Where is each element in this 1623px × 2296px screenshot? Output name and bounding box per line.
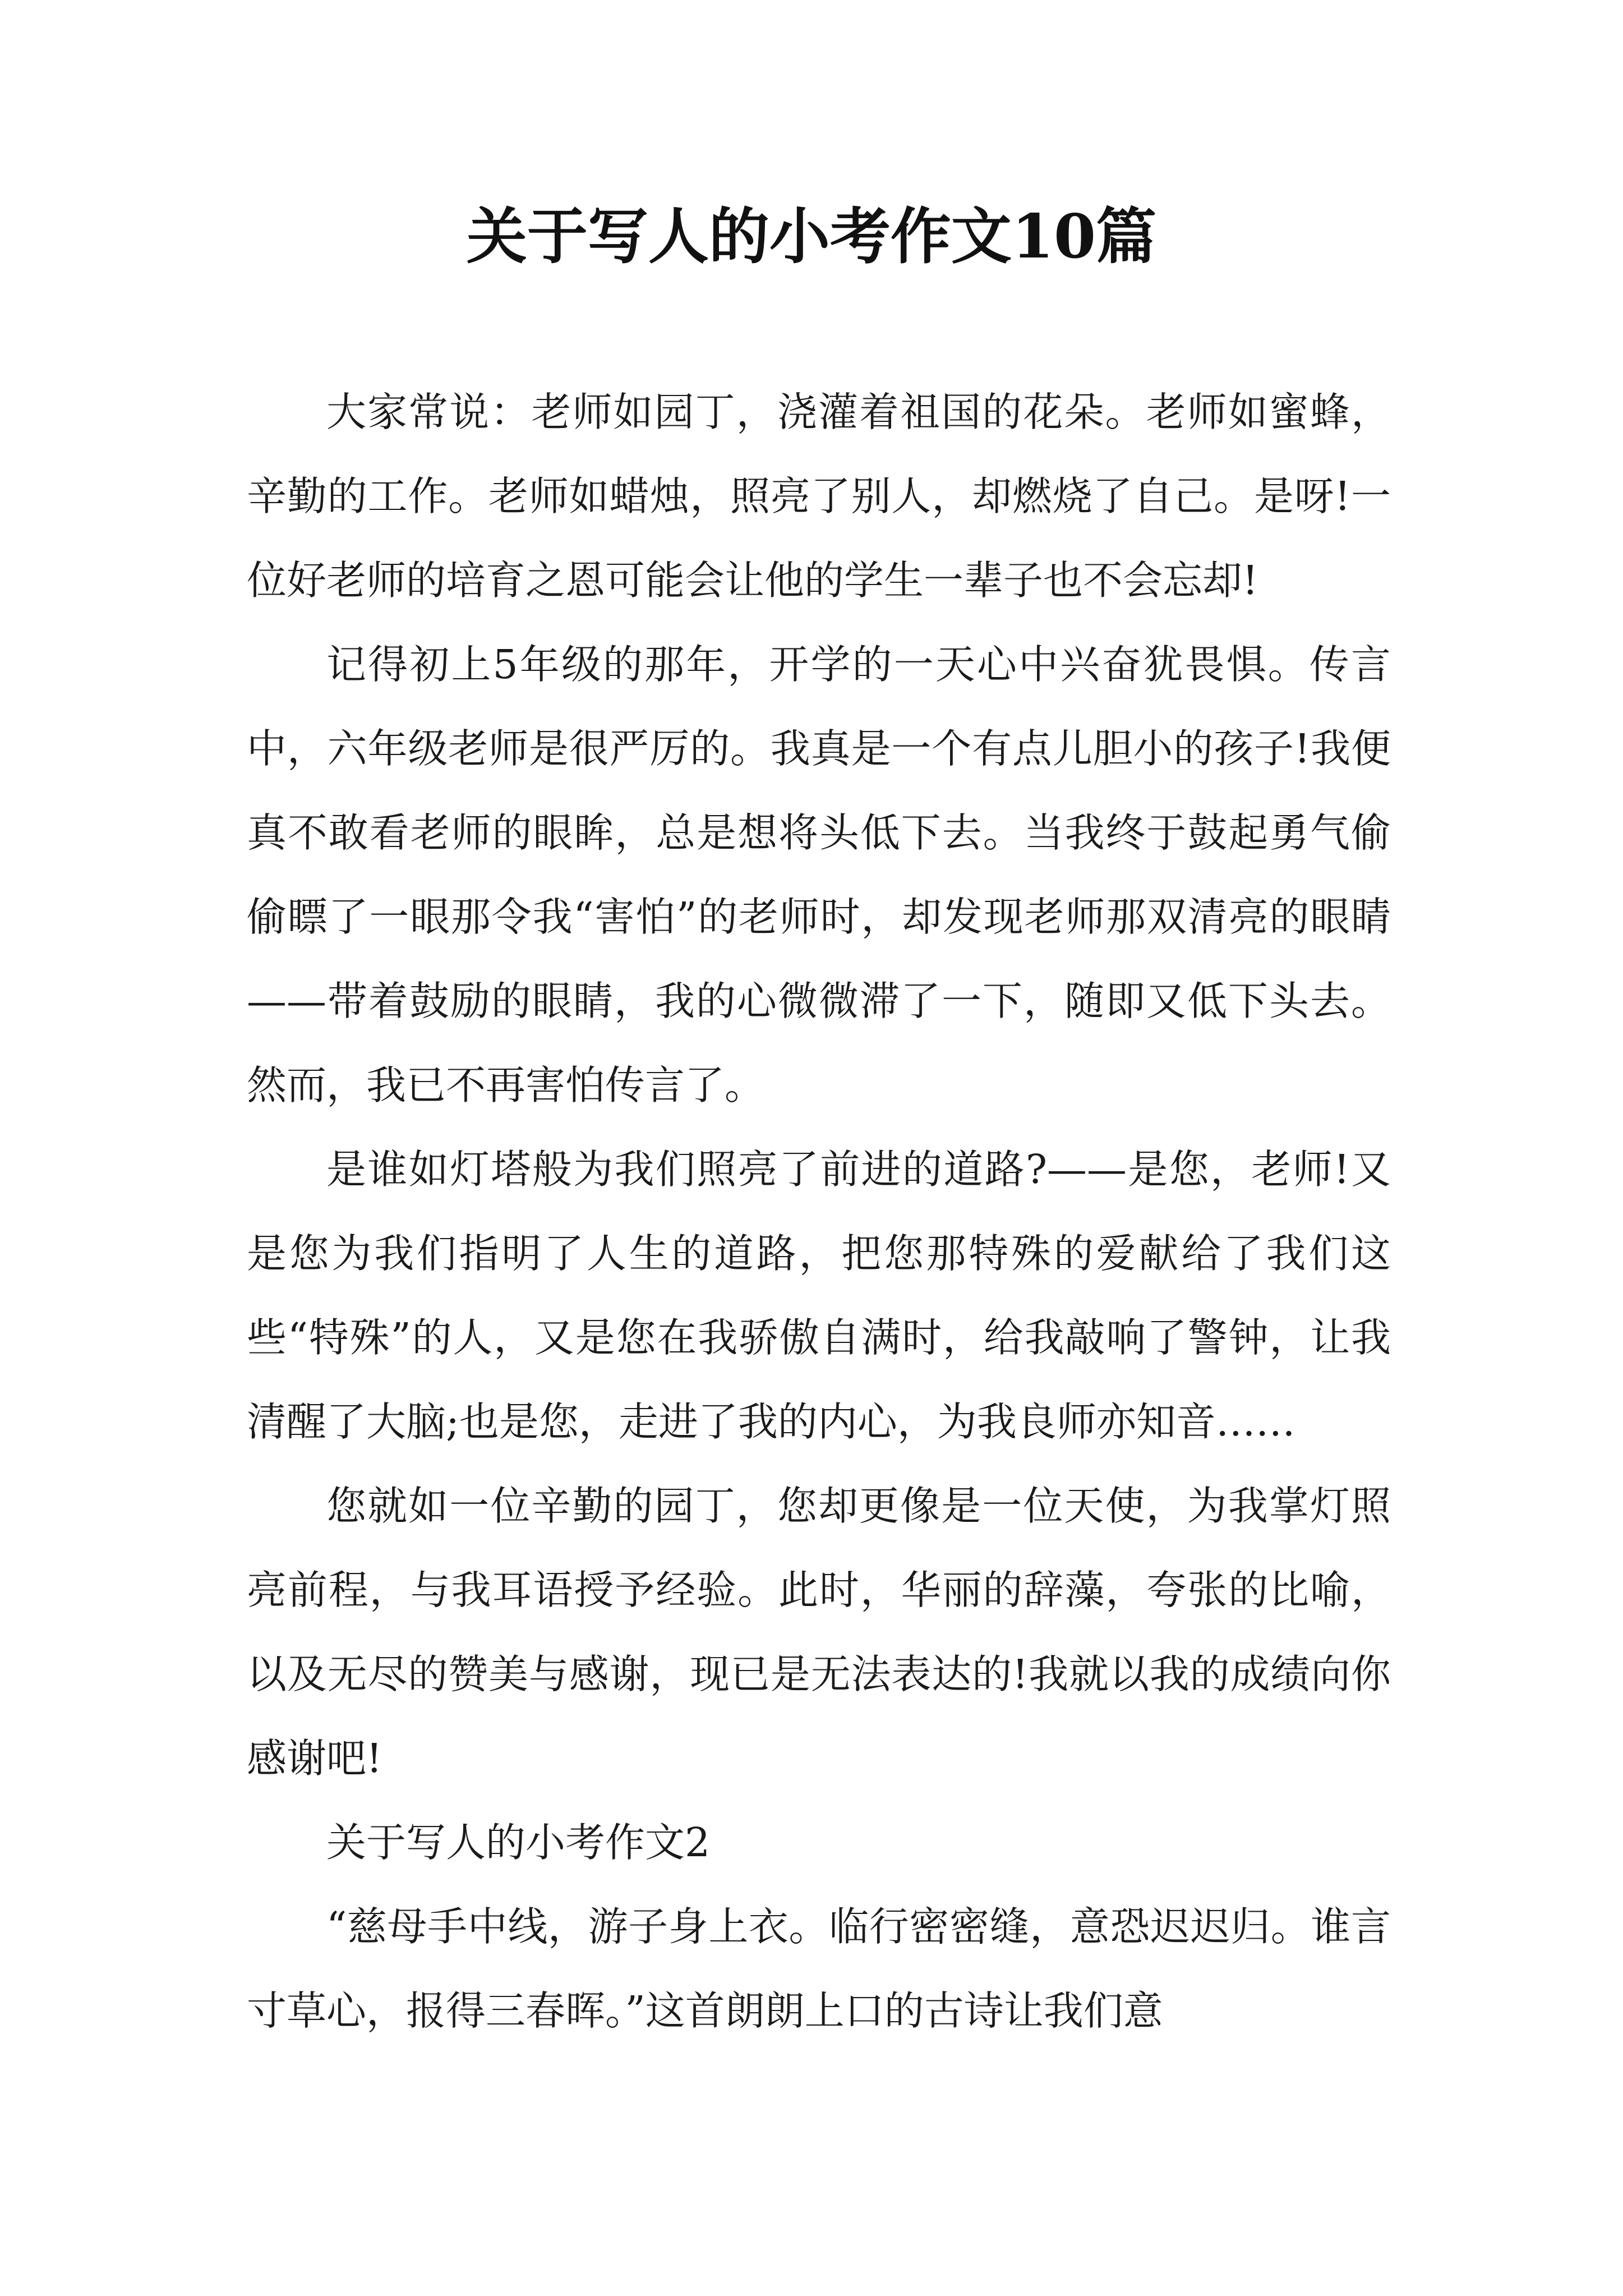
section-subheading: 关于写人的小考作文2 <box>326 1819 711 1866</box>
paragraph: “慈母手中线，游子身上衣。临行密密缝，意恐迟迟归。谁言寸草心，报得三春晖。”这首朗朗上口的古诗让我们意 <box>247 1903 1391 2034</box>
document-body <box>247 370 1391 2053</box>
paragraph: 大家常说：老师如园丁，浇灌着祖国的花朵。老师如蜜蜂，辛勤的工作。老师如蜡烛，照亮了别人，却燃烧了自己。是呀!一位好老师的培育之恩可能会让他的学生一辈子也不会忘却! <box>247 389 1391 604</box>
document-title: 关于写人的小考作文10篇 <box>466 201 1157 272</box>
paragraph: 记得初上5年级的那年，开学的一天心中兴奋犹畏惧。传言中，六年级老师是很严厉的。我真是一个有点儿胆小的孩子!我便真不敢看老师的眼眸，总是想将头低下去。当我终于鼓起勇气偷偷瞟了一眼那令我“害怕”的老师时，却发现老师那双清亮的眼睛——带着鼓励的眼睛，我的心微微滞了一下，随即又低下头去。然而，我已不再害怕传言了。 <box>247 641 1391 1108</box>
paragraph: 是谁如灯塔般为我们照亮了前进的道路?——是您，老师!又是您为我们指明了人生的道路，把您那特殊的爱献给了我们这些“特殊”的人，又是您在我骄傲自满时，给我敲响了警钟，让我清醒了大脑;也是您，走进了我的内心，为我良师亦知音…… <box>247 1146 1391 1445</box>
paragraph: 您就如一位辛勤的园丁，您却更像是一位天使，为我掌灯照亮前程，与我耳语授予经验。此时，华丽的辞藻，夸张的比喻，以及无尽的赞美与感谢，现已是无法表达的!我就以我的成绩向你感谢吧! <box>247 1483 1391 1782</box>
